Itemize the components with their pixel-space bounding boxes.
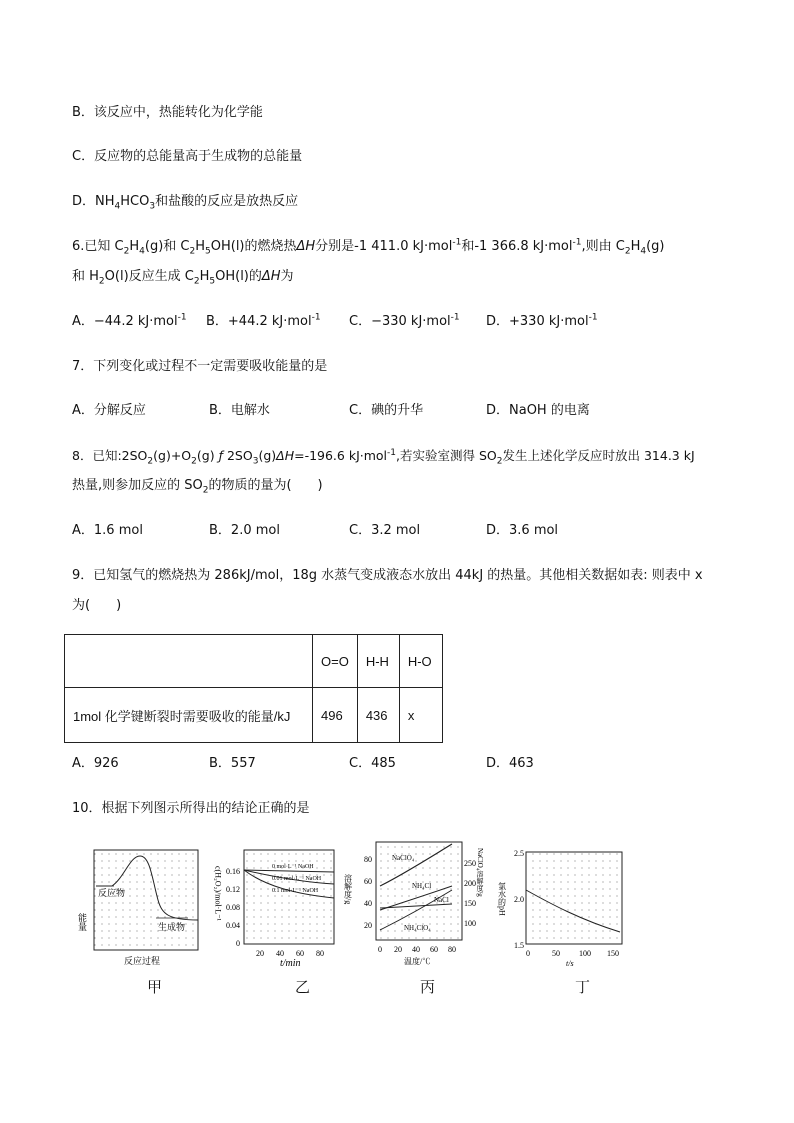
table-cell: x bbox=[399, 688, 442, 743]
fig3-ytick: 60 bbox=[364, 877, 372, 886]
q5-option-c: C．反应物的总能量高于生成物的总能量 bbox=[72, 149, 303, 164]
fig2-ytick: 0.12 bbox=[226, 885, 240, 894]
fig2-xtick: 60 bbox=[296, 949, 304, 958]
table-row-label: 1mol 化学键断裂时需要吸收的能量/kJ bbox=[65, 688, 313, 743]
q9-option-d[interactable]: D．463 bbox=[486, 756, 534, 771]
fig3-ytick: 40 bbox=[364, 899, 372, 908]
fig3-curve-label: NaClO₄ bbox=[392, 854, 415, 862]
figure-ding bbox=[496, 838, 630, 970]
fig1-product-label: 生成物 bbox=[158, 922, 186, 932]
figure-label-yi: 乙 bbox=[295, 978, 311, 996]
fig4-ytick: 2.5 bbox=[514, 849, 524, 858]
fig4-xtick: 0 bbox=[526, 949, 530, 958]
q5-option-b: B．该反应中，热能转化为化学能 bbox=[72, 105, 263, 120]
q6-option-a[interactable]: A．−44.2 kJ·mol$^{-1}$ bbox=[72, 312, 187, 329]
fig3-ytick: 20 bbox=[364, 921, 372, 930]
fig4-ytick: 2.0 bbox=[514, 895, 524, 904]
fig3-curve-label: NaCl bbox=[434, 896, 449, 904]
figure-jia bbox=[72, 838, 202, 968]
table-cell: 436 bbox=[357, 688, 399, 743]
q6-stem-line1: 6.已知 $C_2H_4(g)$和 $C_2H_5OH(l)$的燃烧热ΔH分别是-1 411.0 kJ·mol$^{-1}$和-1 366.8 kJ·mol$^{-1}$,则由 $C_2H_4(g)$ bbox=[72, 237, 665, 257]
q7-option-a[interactable]: A．分解反应 bbox=[72, 403, 146, 418]
q9-option-a[interactable]: A．926 bbox=[72, 756, 119, 771]
fig3-xtick: 60 bbox=[430, 945, 438, 954]
fig2-xtick: 80 bbox=[316, 949, 324, 958]
fig1-plot-area bbox=[94, 850, 198, 950]
fig3-ytick2: 200 bbox=[464, 879, 476, 888]
fig3-curve-label: NH₄Cl bbox=[412, 882, 432, 890]
q8-stem-line2: 热量,则参加反应的 $SO_2$的物质的量为( ) bbox=[72, 478, 323, 496]
fig3-ytick2: 150 bbox=[464, 899, 476, 908]
fig1-reactant-label: 反应物 bbox=[98, 888, 126, 898]
q8-option-a[interactable]: A．1.6 mol bbox=[72, 523, 143, 538]
fig3-xtick: 80 bbox=[448, 945, 456, 954]
fig4-ylabel: 氯水的pH bbox=[497, 882, 507, 916]
fig3-ylabel2: NaClO₄溶解度/g bbox=[476, 848, 484, 897]
q6-stem-line2: 和 $H_2O(l)$反应生成 $C_2H_5OH(l)$的ΔH为 bbox=[72, 269, 294, 287]
fig2-ytick: 0 bbox=[236, 939, 240, 948]
fig2-ytick: 0.04 bbox=[226, 921, 240, 930]
fig1-xlabel: 反应过程 bbox=[124, 956, 161, 966]
figure-yi bbox=[210, 838, 340, 968]
table-header-cell: O=O bbox=[313, 635, 358, 688]
q6-option-d[interactable]: D．+330 kJ·mol$^{-1}$ bbox=[486, 312, 598, 329]
fig2-xlabel: t/min bbox=[280, 958, 301, 968]
q8-option-c[interactable]: C．3.2 mol bbox=[349, 523, 421, 538]
fig4-xtick: 100 bbox=[579, 949, 591, 958]
fig1-ylabel: 能量 bbox=[77, 913, 87, 931]
figure-bing bbox=[344, 838, 488, 970]
q6-option-b[interactable]: B．+44.2 kJ·mol$^{-1}$ bbox=[206, 312, 321, 329]
fig2-xtick: 20 bbox=[256, 949, 264, 958]
fig4-ytick: 1.5 bbox=[514, 941, 524, 950]
fig2-xtick: 40 bbox=[276, 949, 284, 958]
fig2-ylabel: c(H₂O₂)/mol·L⁻¹ bbox=[213, 866, 223, 921]
q7-option-c[interactable]: C．碘的升华 bbox=[349, 403, 424, 418]
fig4-xlabel: t/s bbox=[566, 959, 574, 968]
fig2-ytick: 0.08 bbox=[226, 903, 240, 912]
table-cell: 496 bbox=[313, 688, 358, 743]
q7-option-b[interactable]: B．电解水 bbox=[209, 403, 270, 418]
fig3-ytick2: 250 bbox=[464, 859, 476, 868]
q9-option-b[interactable]: B．557 bbox=[209, 756, 256, 771]
fig3-xtick: 20 bbox=[394, 945, 402, 954]
figure-label-ding: 丁 bbox=[575, 978, 591, 996]
fig3-xtick: 40 bbox=[412, 945, 420, 954]
fig3-xtick: 0 bbox=[378, 945, 382, 954]
table-header-cell: H-O bbox=[399, 635, 442, 688]
fig2-curve-label: 0.01 mol·L⁻¹ NaOH bbox=[272, 876, 322, 882]
q9-option-c[interactable]: C．485 bbox=[349, 756, 396, 771]
table-row bbox=[65, 688, 443, 743]
q6-option-c[interactable]: C．−330 kJ·mol$^{-1}$ bbox=[349, 312, 460, 329]
figure-label-jia: 甲 bbox=[147, 978, 163, 996]
fig3-ytick: 80 bbox=[364, 855, 372, 864]
q10-stem: 10．根据下列图示所得出的结论正确的是 bbox=[72, 801, 310, 816]
fig4-xtick: 50 bbox=[552, 949, 560, 958]
q9-stem-line2: 为( ) bbox=[72, 598, 122, 613]
fig3-xlabel: 温度/℃ bbox=[404, 957, 431, 966]
table-header-cell bbox=[65, 635, 313, 688]
q8-option-b[interactable]: B．2.0 mol bbox=[209, 523, 280, 538]
table-header-cell: H-H bbox=[357, 635, 399, 688]
q8-option-d[interactable]: D．3.6 mol bbox=[486, 523, 559, 538]
q7-option-d[interactable]: D．NaOH 的电离 bbox=[486, 403, 590, 418]
q8-stem-line1: 8．已知$:2SO_2(g)+O_2(g)$ ƒ $2SO_3(g)\Delta H=-196.6$ kJ·mol$^{-1}$,若实验室测得 $SO_2$发生上述化学反应时放出 314.3 kJ bbox=[72, 447, 695, 467]
q5-option-d: D．$NH_4HCO_3$和盐酸的反应是放热反应 bbox=[72, 194, 299, 212]
bond-energy-table bbox=[64, 634, 443, 743]
fig4-xtick: 150 bbox=[607, 949, 619, 958]
figure-label-bing: 丙 bbox=[420, 978, 436, 996]
q9-stem-line1: 9．已知氢气的燃烧热为 286kJ/mol，18g 水蒸气变成液态水放出 44kJ 的热量。其他相关数据如表: 则表中 x bbox=[72, 568, 703, 583]
table-header-row bbox=[65, 635, 443, 688]
fig2-ytick: 0.16 bbox=[226, 867, 240, 876]
fig3-curve-label: NH₄ClO₄ bbox=[404, 924, 431, 932]
fig3-ylabel: 溶解度/g bbox=[344, 874, 353, 905]
fig3-ytick2: 100 bbox=[464, 919, 476, 928]
fig2-curve-label: 0.1 mol·L⁻¹ NaOH bbox=[272, 888, 319, 894]
fig2-curve-label: 0 mol·L⁻¹ NaOH bbox=[272, 864, 314, 870]
q7-stem: 7．下列变化或过程不一定需要吸收能量的是 bbox=[72, 359, 328, 374]
